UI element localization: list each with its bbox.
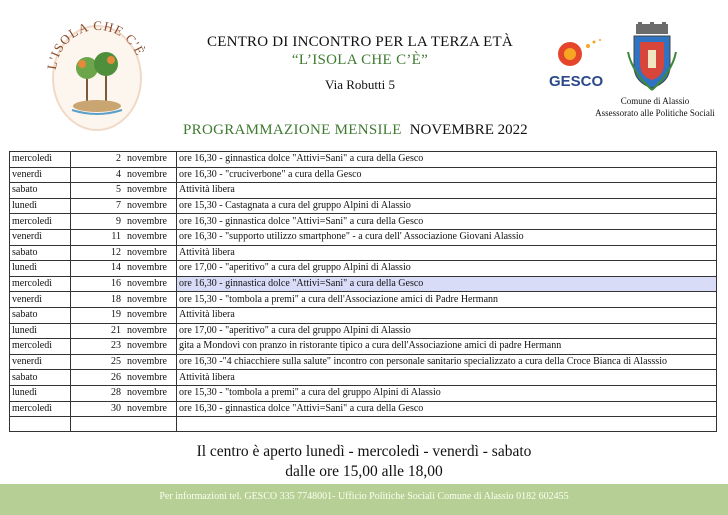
row-date — [71, 198, 177, 214]
gesco-logo-text: GESCO — [549, 73, 604, 90]
row-date-month: novembre — [127, 387, 167, 399]
row-date — [71, 401, 177, 417]
program-label: PROGRAMMAZIONE MENSILE — [183, 122, 402, 138]
row-date-number: 21 — [111, 324, 121, 336]
row-date-number: 16 — [111, 278, 121, 290]
header-title-block — [170, 34, 550, 93]
calendar-row — [10, 167, 717, 183]
row-date-number: 11 — [111, 231, 121, 243]
row-date — [71, 307, 177, 323]
opening-hours — [0, 442, 728, 482]
row-date-number: 18 — [111, 293, 121, 305]
row-day: venerdì — [10, 229, 71, 245]
row-date — [71, 152, 177, 168]
opening-days: Il centro è aperto lunedì - mercoledì - venerdì - sabato — [196, 443, 532, 460]
row-date — [71, 183, 177, 199]
row-date — [71, 339, 177, 355]
row-activity: ore 15,30 - Castagnata a cura del gruppo Alpini di Alassio — [177, 198, 717, 214]
row-activity: ore 16,30 - ginnastica dolce "Attivi=Sani" a cura della Gesco — [177, 152, 717, 168]
row-date-number: 12 — [111, 246, 121, 258]
isola-logo — [42, 10, 152, 135]
row-date — [71, 245, 177, 261]
row-date — [71, 214, 177, 230]
row-day: lunedì — [10, 323, 71, 339]
row-date — [71, 370, 177, 386]
row-activity: Attività libera — [177, 307, 717, 323]
row-day: venerdì — [10, 292, 71, 308]
calendar-row — [10, 229, 717, 245]
row-date-month: novembre — [127, 231, 167, 243]
row-day: venerdì — [10, 354, 71, 370]
row-date-month: novembre — [127, 215, 167, 227]
center-subtitle: “L’ISOLA CHE C’È” — [291, 52, 429, 68]
row-date-month: novembre — [127, 356, 167, 368]
row-date-number: 26 — [111, 371, 121, 383]
calendar-row — [10, 245, 717, 261]
row-day: mercoledì — [10, 401, 71, 417]
row-day: mercoledì — [10, 152, 71, 168]
row-day: lunedì — [10, 198, 71, 214]
row-day: sabato — [10, 370, 71, 386]
empty-cell — [71, 417, 177, 432]
row-day: sabato — [10, 307, 71, 323]
row-date-number: 25 — [111, 356, 121, 368]
row-date-month: novembre — [127, 293, 167, 305]
row-date — [71, 292, 177, 308]
row-day: venerdì — [10, 167, 71, 183]
row-date-month: novembre — [127, 168, 167, 180]
row-day: lunedì — [10, 385, 71, 401]
program-month: NOVEMBRE 2022 — [409, 122, 528, 138]
logo-arc-text: L'ISOLA CHE C'È — [43, 17, 149, 71]
row-date — [71, 229, 177, 245]
calendar-empty-row — [10, 417, 717, 432]
calendar-row — [10, 354, 717, 370]
row-date — [71, 323, 177, 339]
row-date — [71, 261, 177, 277]
row-day: mercoledì — [10, 276, 71, 292]
row-activity: ore 16,30 - ginnastica dolce "Attivi=Sani" a cura della Gesco — [177, 214, 717, 230]
row-activity: ore 16,30 - "supporto utilizzo smartphone" - a cura dell' Associazione Giovani Alassio — [177, 229, 717, 245]
footer-bar — [0, 484, 728, 515]
row-date-month: novembre — [127, 324, 167, 336]
calendar-row — [10, 183, 717, 199]
row-activity: Attività libera — [177, 370, 717, 386]
calendar-row — [10, 261, 717, 277]
calendar-row — [10, 385, 717, 401]
row-date-number: 9 — [116, 215, 121, 227]
row-day: lunedì — [10, 261, 71, 277]
calendar-row — [10, 152, 717, 168]
row-date-month: novembre — [127, 309, 167, 321]
center-title: CENTRO DI INCONTRO PER LA TERZA ETÀ — [207, 34, 513, 50]
row-date-month: novembre — [127, 262, 167, 274]
row-day: mercoledì — [10, 339, 71, 355]
row-activity: ore 16,30 -"4 chiacchiere sulla salute" incontro con personale sanitario specializzato a cura della Croce Bianca di Alasssio — [177, 354, 717, 370]
row-date-month: novembre — [127, 246, 167, 258]
row-activity: ore 15,30 - "tombola a premi" a cura dell'Associazione amici di Padre Hermann — [177, 292, 717, 308]
calendar-row — [10, 401, 717, 417]
row-date-month: novembre — [127, 402, 167, 414]
row-activity: ore 15,30 - "tombola a premi" a cura del gruppo Alpini di Alassio — [177, 385, 717, 401]
row-date-month: novembre — [127, 340, 167, 352]
row-date-number: 7 — [116, 200, 121, 212]
row-date — [71, 385, 177, 401]
gesco-logo — [548, 36, 612, 96]
row-date-month: novembre — [127, 278, 167, 290]
calendar-row — [10, 323, 717, 339]
calendar-row — [10, 339, 717, 355]
row-activity: ore 17,00 - "aperitivo" a cura del gruppo Alpini di Alassio — [177, 261, 717, 277]
empty-cell — [10, 417, 71, 432]
row-date-number: 2 — [116, 153, 121, 165]
comune-caption — [592, 95, 718, 119]
row-date-month: novembre — [127, 371, 167, 383]
row-date-number: 28 — [111, 387, 121, 399]
center-address: Via Robutti 5 — [325, 77, 395, 92]
row-date-month: novembre — [127, 153, 167, 165]
row-date-number: 23 — [111, 340, 121, 352]
row-date-number: 4 — [116, 168, 121, 180]
row-date — [71, 167, 177, 183]
calendar-row — [10, 214, 717, 230]
row-date-number: 14 — [111, 262, 121, 274]
calendar-table — [9, 151, 717, 432]
row-date-month: novembre — [127, 184, 167, 196]
calendar-row — [10, 292, 717, 308]
row-activity: ore 17,00 - "aperitivo" a cura del gruppo Alpini di Alassio — [177, 323, 717, 339]
calendar-row — [10, 370, 717, 386]
row-date-number: 30 — [111, 402, 121, 414]
calendar-row — [10, 276, 717, 292]
row-date-number: 19 — [111, 309, 121, 321]
row-date-number: 5 — [116, 184, 121, 196]
row-day: sabato — [10, 183, 71, 199]
row-date — [71, 354, 177, 370]
row-day: sabato — [10, 245, 71, 261]
alassio-crest-icon — [626, 22, 678, 92]
row-activity: ore 16,30 - "cruciverbone" a cura della Gesco — [177, 167, 717, 183]
row-activity: ore 16,30 - ginnastica dolce "Attivi=Sani" a cura della Gesco — [177, 276, 717, 292]
program-heading — [183, 122, 528, 139]
row-day: mercoledì — [10, 214, 71, 230]
calendar-row — [10, 198, 717, 214]
footer-info: Per informazioni tel. GESCO 335 7748001- Ufficio Politiche Sociali Comune di Alassio 0182 602455 — [159, 491, 569, 502]
calendar-row — [10, 307, 717, 323]
comune-office: Assessorato alle Politiche Sociali — [595, 108, 715, 118]
row-activity: Attività libera — [177, 245, 717, 261]
empty-cell — [177, 417, 717, 432]
row-activity: Attività libera — [177, 183, 717, 199]
row-activity: gita a Mondovì con pranzo in ristorante tipico a cura dell'Associazione amici di padre Hermann — [177, 339, 717, 355]
row-activity: ore 16,30 - ginnastica dolce "Attivi=Sani" a cura della Gesco — [177, 401, 717, 417]
opening-time: dalle ore 15,00 alle 18,00 — [285, 463, 443, 480]
comune-name: Comune di Alassio — [620, 96, 690, 106]
row-date — [71, 276, 177, 292]
row-date-month: novembre — [127, 200, 167, 212]
